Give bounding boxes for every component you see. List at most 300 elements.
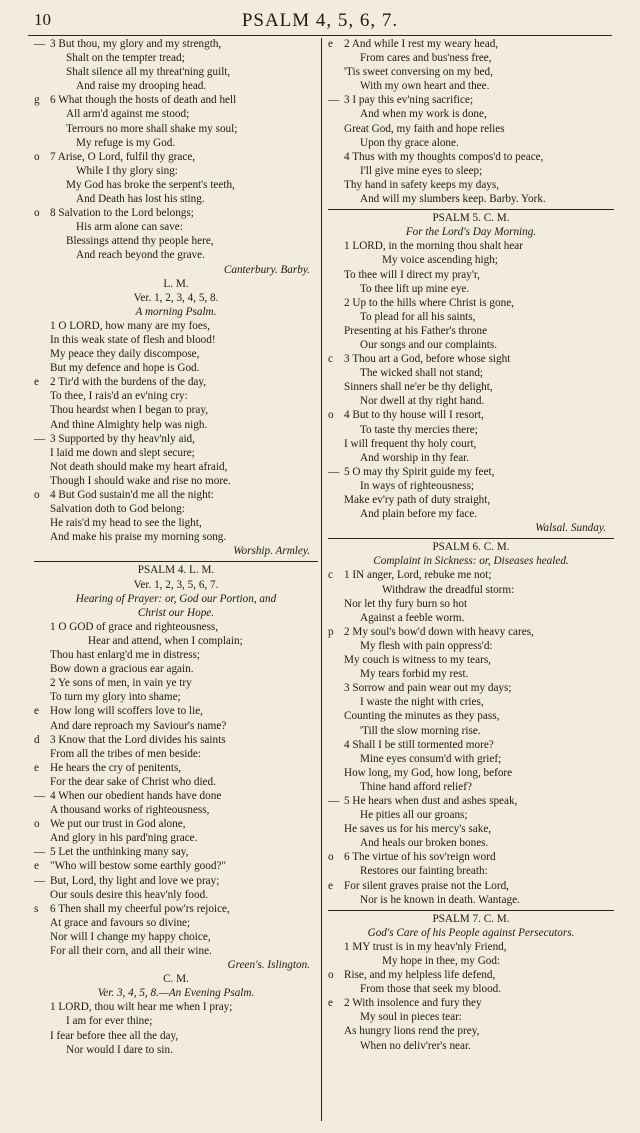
section-heading: [34, 972, 318, 986]
verse-line: [34, 888, 318, 902]
line-text: L. M.: [163, 277, 189, 290]
section-rule: [34, 561, 318, 562]
line-text: I laid me down and slept secure;: [50, 446, 195, 459]
section-heading: [328, 554, 614, 568]
line-text: "Who will bestow some earthly good?": [50, 860, 226, 873]
line-text: How long, my God, how long, before: [344, 766, 513, 779]
line-text: And plain before my face.: [360, 508, 478, 521]
section-rule: [328, 209, 614, 210]
verse-line: [34, 676, 318, 690]
verse-line: [328, 695, 614, 709]
line-text: 2 Tir'd with the burdens of the day,: [50, 376, 207, 389]
line-text: A thousand works of righteousness,: [50, 804, 210, 817]
verse-line: [328, 893, 614, 907]
running-title: PSALM 4, 5, 6, 7.: [241, 10, 399, 31]
line-text: Green's. Islington.: [227, 959, 310, 972]
verse-line: [34, 347, 318, 361]
verse-line: [328, 639, 614, 653]
verse-line: [34, 859, 318, 873]
line-text: Nor is he known in death. Wantage.: [360, 893, 520, 906]
verse-line: [34, 662, 318, 676]
verse-line: [34, 1043, 318, 1057]
line-text: At grace and favours so divine;: [50, 916, 191, 929]
line-text: 'Till the slow morning rise.: [360, 724, 481, 737]
verse-line: [34, 530, 318, 544]
line-text: As hungry lions rend the prey,: [344, 1025, 480, 1038]
section-heading: [34, 305, 318, 319]
verse-line: [328, 940, 614, 954]
verse-line: [34, 375, 318, 389]
expression-mark: —: [34, 846, 46, 859]
line-text: I am for ever thine;: [66, 1015, 153, 1028]
expression-mark: o: [328, 851, 334, 864]
verse-line: [328, 611, 614, 625]
line-text: From cares and bus'ness free,: [360, 52, 492, 65]
line-text: Our souls desire this heav'nly food.: [50, 888, 208, 901]
line-text: 7 Arise, O Lord, fulfil thy grace,: [50, 150, 196, 163]
verse-line: [328, 178, 614, 192]
verse-line: [34, 79, 318, 93]
verse-line: [328, 107, 614, 121]
verse-line: [34, 1029, 318, 1043]
verse-line: [34, 418, 318, 432]
line-text: My God has broke the serpent's teeth,: [66, 178, 235, 191]
line-text: He hears the cry of penitents,: [50, 761, 182, 774]
verse-line: [34, 690, 318, 704]
line-text: He saves us for his mercy's sake,: [344, 823, 492, 836]
verse-line: [34, 150, 318, 164]
line-text: And worship in thy fear.: [360, 451, 470, 464]
column-divider: [321, 38, 322, 1121]
line-text: 1 LORD, in the morning thou shalt hear: [344, 240, 523, 253]
line-text: Presenting at his Father's throne: [344, 324, 488, 337]
verse-line: [34, 37, 318, 51]
verse-line: [34, 502, 318, 516]
verse-line: [34, 704, 318, 718]
line-text: 1 O LORD, how many are my foes,: [50, 319, 211, 332]
section-heading: [328, 211, 614, 225]
verse-line: [34, 136, 318, 150]
line-text: For the dear sake of Christ who died.: [50, 775, 216, 788]
verse-line: [34, 831, 318, 845]
line-text: 1 IN anger, Lord, rebuke me not;: [344, 569, 492, 582]
verse-line: [328, 164, 614, 178]
expression-mark: d: [34, 733, 40, 746]
verse-line: [328, 507, 614, 521]
verse-line: [328, 850, 614, 864]
right-column: [328, 37, 614, 1123]
verse-line: [34, 1000, 318, 1014]
verse-line: [34, 733, 318, 747]
verse-line: [34, 1014, 318, 1028]
expression-mark: o: [34, 818, 40, 831]
line-text: 5 He hears when dust and ashes speak,: [344, 794, 518, 807]
line-text: 4 Thus with my thoughts compos'd to peace,: [344, 150, 544, 163]
line-text: But, Lord, thy light and love we pray;: [50, 874, 220, 887]
line-text: To plead for all his saints,: [360, 310, 476, 323]
verse-line: [328, 1024, 614, 1038]
verse-line: [34, 817, 318, 831]
line-text: Our songs and our complaints.: [360, 338, 498, 351]
verse-line: [328, 780, 614, 794]
line-text: How long will scoffers love to lie,: [50, 705, 203, 718]
verse-line: [328, 724, 614, 738]
verse-line: [328, 37, 614, 51]
verse-line: [328, 864, 614, 878]
verse-line: [34, 65, 318, 79]
section-heading: [34, 563, 318, 577]
line-text: 4 Shall I be still tormented more?: [344, 738, 494, 751]
verse-line: [328, 380, 614, 394]
verse-line: [34, 93, 318, 107]
expression-mark: e: [34, 705, 39, 718]
verse-line: [328, 982, 614, 996]
line-text: But my defence and hope is God.: [50, 362, 200, 375]
line-text: Against a feeble worm.: [360, 611, 465, 624]
line-text: 3 But thou, my glory and my strength,: [50, 38, 222, 50]
line-text: His arm alone can save:: [76, 221, 183, 234]
line-text: Mine eyes consum'd with grief;: [360, 752, 502, 765]
verse-line: [328, 681, 614, 695]
verse-line: [328, 597, 614, 611]
line-text: Terrours no more shall shake my soul;: [66, 122, 238, 135]
line-text: And Death has lost his sting.: [76, 193, 205, 206]
verse-line: [328, 79, 614, 93]
expression-mark: c: [328, 569, 333, 582]
line-text: To turn my glory into shame;: [50, 691, 181, 704]
line-text: 3 Know that the Lord divides his saints: [50, 733, 226, 746]
expression-mark: c: [328, 353, 333, 366]
line-text: We put our trust in God alone,: [50, 818, 186, 831]
verse-line: [34, 220, 318, 234]
line-text: Sinners shall ne'er be thy delight,: [344, 381, 493, 394]
verse-line: [328, 366, 614, 380]
line-text: 1 O GOD of grace and righteousness,: [50, 620, 219, 633]
verse-line: [34, 432, 318, 446]
expression-mark: —: [34, 874, 46, 887]
section-heading: [328, 225, 614, 239]
line-text: My peace they daily discompose,: [50, 348, 200, 361]
expression-mark: o: [34, 489, 40, 501]
line-text: And heals our broken bones.: [360, 837, 489, 850]
left-column: [34, 37, 318, 1123]
line-text: 2 And while I rest my weary head,: [344, 38, 499, 50]
verse-line: [328, 451, 614, 465]
line-text: For all their corn, and all their wine.: [50, 945, 212, 957]
line-text: My flesh with pain oppress'd:: [360, 639, 493, 652]
line-text: Great God, my faith and hope relies: [344, 122, 505, 135]
verse-line: [34, 107, 318, 121]
line-text: I will frequent thy holy court,: [344, 437, 477, 450]
tune-names: [34, 958, 318, 972]
line-text: Thou heardst when I began to pray,: [50, 404, 209, 417]
verse-line: [34, 620, 318, 634]
verse-line: [34, 648, 318, 662]
verse-line: [34, 761, 318, 775]
verse-line: [328, 738, 614, 752]
line-text: For the Lord's Day Morning.: [405, 226, 537, 239]
expression-mark: e: [328, 879, 333, 892]
expression-mark: e: [328, 38, 333, 50]
line-text: I waste the night with cries,: [360, 696, 484, 709]
tune-names: [34, 263, 318, 277]
verse-line: [34, 874, 318, 888]
verse-line: [328, 150, 614, 164]
verse-line: [328, 1039, 614, 1053]
line-text: I'll give mine eyes to sleep;: [360, 164, 483, 177]
line-text: To thee, I rais'd an ev'ning cry:: [50, 390, 188, 403]
expression-mark: e: [34, 376, 39, 389]
line-text: To thee lift up mine eye.: [360, 282, 470, 295]
line-text: PSALM 7. C. M.: [432, 912, 510, 925]
verse-line: [328, 465, 614, 479]
expression-mark: o: [328, 409, 334, 422]
line-text: Salvation doth to God belong:: [50, 503, 185, 516]
line-text: Ver. 1, 2, 3, 5, 6, 7.: [133, 578, 219, 591]
verse-line: [328, 408, 614, 422]
verse-line: [328, 282, 614, 296]
line-text: 6 Then shall my cheerful pow'rs rejoice,: [50, 902, 230, 915]
verse-line: [328, 836, 614, 850]
verse-line: [34, 389, 318, 403]
line-text: Christ our Hope.: [137, 606, 215, 619]
line-text: He pities all our groans;: [360, 809, 468, 822]
line-text: Shalt silence all my threat'ning guilt,: [66, 66, 231, 79]
line-text: PSALM 6. C. M.: [432, 541, 510, 554]
verse-line: [328, 879, 614, 893]
line-text: The wicked shall not stand;: [360, 367, 484, 380]
expression-mark: —: [328, 794, 340, 807]
line-text: Make ev'ry path of duty straight,: [344, 494, 491, 506]
line-text: 2 Up to the hills where Christ is gone,: [344, 296, 514, 309]
verse-line: [328, 352, 614, 366]
verse-line: [328, 996, 614, 1010]
verse-line: [34, 516, 318, 530]
verse-line: [34, 446, 318, 460]
line-text: Withdraw the dreadful storm:: [382, 583, 515, 596]
line-text: He rais'd my head to see the light,: [50, 517, 202, 530]
verse-line: [34, 775, 318, 789]
verse-line: [328, 122, 614, 136]
line-text: To thee will I direct my pray'r,: [344, 268, 480, 281]
verse-line: [34, 122, 318, 136]
line-text: Nor dwell at thy right hand.: [360, 395, 485, 408]
verse-line: [328, 51, 614, 65]
verse-line: [328, 479, 614, 493]
line-text: Upon thy grace alone.: [360, 136, 459, 149]
line-text: PSALM 4. L. M.: [137, 564, 215, 577]
verse-line: [328, 253, 614, 267]
line-text: And reach beyond the grave.: [76, 249, 205, 262]
line-text: 4 But to thy house will I resort,: [344, 409, 484, 422]
line-text: Thy hand in safety keeps my days,: [344, 178, 500, 191]
line-text: My couch is witness to my tears,: [344, 654, 491, 667]
page-number: 10: [34, 10, 51, 29]
expression-mark: e: [328, 997, 333, 1010]
line-text: 5 O may thy Spirit guide my feet,: [344, 465, 495, 478]
verse-line: [34, 192, 318, 206]
verse-line: [328, 583, 614, 597]
verse-line: [34, 789, 318, 803]
expression-mark: e: [34, 860, 39, 873]
line-text: My voice ascending high;: [382, 254, 498, 267]
section-heading: [328, 912, 614, 926]
line-text: Not death should make my heart afraid,: [50, 460, 228, 473]
verse-line: [328, 1010, 614, 1024]
verse-line: [34, 930, 318, 944]
line-text: Thine hand afford relief?: [360, 780, 472, 793]
verse-line: [34, 902, 318, 916]
verse-line: [328, 192, 614, 206]
verse-line: [328, 766, 614, 780]
line-text: 3 I pay this ev'ning sacrifice;: [344, 94, 474, 107]
verse-line: [328, 493, 614, 507]
line-text: 3 Sorrow and pain wear out my days;: [344, 682, 512, 695]
verse-line: [34, 916, 318, 930]
line-text: And when my work is done,: [360, 108, 487, 121]
verse-line: [328, 822, 614, 836]
verse-line: [34, 403, 318, 417]
line-text: God's Care of his People against Persecutors.: [367, 926, 575, 939]
line-text: Ver. 1, 2, 3, 4, 5, 8.: [133, 291, 219, 304]
verse-line: [328, 310, 614, 324]
line-text: Nor would I dare to sin.: [66, 1043, 173, 1056]
line-text: PSALM 5. C. M.: [432, 212, 510, 225]
line-text: From all the tribes of men beside:: [50, 747, 201, 760]
line-text: 1 MY trust is in my heav'nly Friend,: [344, 940, 507, 953]
tune-names: [34, 544, 318, 558]
line-text: My hope in thee, my God:: [382, 955, 501, 967]
section-heading: [34, 291, 318, 305]
verse-line: [34, 248, 318, 262]
verse-line: [34, 719, 318, 733]
verse-line: [328, 268, 614, 282]
verse-line: [34, 206, 318, 220]
line-text: Walsal. Sunday.: [535, 522, 606, 535]
expression-mark: —: [328, 465, 340, 478]
verse-line: [328, 954, 614, 968]
line-text: 8 Salvation to the Lord belongs;: [50, 207, 194, 220]
line-text: In ways of righteousness;: [360, 479, 475, 492]
line-text: Complaint in Sickness: or, Diseases healed.: [373, 555, 569, 568]
expression-mark: s: [34, 902, 39, 915]
verse-line: [328, 338, 614, 352]
line-text: Shalt on the tempter tread;: [66, 52, 185, 65]
expression-mark: g: [34, 94, 40, 107]
line-text: 2 My soul's bow'd down with heavy cares,: [344, 625, 534, 638]
verse-line: [328, 709, 614, 723]
expression-mark: —: [328, 94, 340, 107]
line-text: With my own heart and thee.: [360, 80, 490, 93]
line-text: C. M.: [163, 973, 189, 986]
line-text: And glory in his pard'ning grace.: [50, 832, 198, 845]
line-text: Worship. Armley.: [233, 545, 310, 558]
line-text: 5 Let the unthinking many say,: [50, 846, 189, 859]
line-text: And make his praise my morning song.: [50, 531, 227, 544]
line-text: While I thy glory sing:: [76, 164, 178, 177]
verse-line: [34, 474, 318, 488]
verse-line: [328, 653, 614, 667]
section-heading: [34, 606, 318, 620]
expression-mark: o: [34, 150, 40, 163]
verse-line: [34, 944, 318, 958]
expression-mark: —: [34, 38, 46, 50]
verse-line: [328, 296, 614, 310]
verse-line: [34, 51, 318, 65]
line-text: To taste thy mercies there;: [360, 423, 478, 436]
line-text: Nor will I change my happy choice,: [50, 930, 211, 943]
page-header: [28, 10, 612, 34]
line-text: Nor let thy fury burn so hot: [344, 597, 468, 610]
line-text: And thine Almighty help was nigh.: [50, 418, 208, 431]
line-text: Blessings attend thy people here,: [66, 235, 214, 248]
verse-line: [34, 460, 318, 474]
expression-mark: —: [34, 789, 46, 802]
verse-line: [328, 423, 614, 437]
line-text: Canterbury. Barby.: [223, 263, 310, 276]
section-heading: [34, 986, 318, 1000]
line-text: My tears forbid my rest.: [360, 668, 469, 681]
line-text: My soul in pieces tear:: [360, 1011, 462, 1024]
line-text: For silent graves praise not the Lord,: [344, 879, 509, 892]
verse-line: [34, 178, 318, 192]
line-text: 2 Ye sons of men, in vain ye try: [50, 677, 192, 690]
line-text: Ver. 3, 4, 5, 8.—An Evening Psalm.: [97, 987, 255, 1000]
verse-line: [328, 568, 614, 582]
section-heading: [34, 277, 318, 291]
verse-line: [34, 361, 318, 375]
line-text: Counting the minutes as they pass,: [344, 710, 500, 723]
verse-line: [328, 136, 614, 150]
expression-mark: o: [34, 207, 40, 220]
verse-line: [34, 747, 318, 761]
verse-line: [328, 968, 614, 982]
verse-line: [34, 803, 318, 817]
line-text: All arm'd against me stood;: [66, 108, 190, 121]
line-text: And dare reproach my Saviour's name?: [50, 719, 227, 732]
line-text: 3 Supported by thy heav'nly aid,: [50, 432, 195, 445]
expression-mark: o: [328, 969, 334, 982]
section-heading: [34, 578, 318, 592]
line-text: 2 With insolence and fury they: [344, 997, 482, 1010]
verse-line: [34, 319, 318, 333]
line-text: A morning Psalm.: [135, 305, 217, 318]
line-text: I fear before thee all the day,: [50, 1029, 179, 1042]
header-rule: [28, 35, 612, 36]
section-rule: [328, 538, 614, 539]
verse-line: [328, 808, 614, 822]
verse-line: [34, 634, 318, 648]
verse-line: [328, 394, 614, 408]
line-text: From those that seek my blood.: [360, 983, 502, 996]
verse-line: [328, 65, 614, 79]
verse-line: [34, 845, 318, 859]
line-text: Bow down a gracious ear again.: [50, 663, 194, 676]
line-text: 4 When our obedient hands have done: [50, 789, 222, 802]
verse-line: [328, 437, 614, 451]
verse-line: [328, 324, 614, 338]
verse-line: [328, 625, 614, 639]
verse-line: [34, 164, 318, 178]
section-heading: [328, 540, 614, 554]
verse-line: [328, 752, 614, 766]
verse-line: [328, 794, 614, 808]
line-text: 3 Thou art a God, before whose sight: [344, 353, 511, 366]
section-heading: [328, 926, 614, 940]
verse-line: [34, 234, 318, 248]
line-text: In this weak state of flesh and blood!: [50, 333, 216, 346]
line-text: 'Tis sweet conversing on my bed,: [344, 66, 493, 79]
